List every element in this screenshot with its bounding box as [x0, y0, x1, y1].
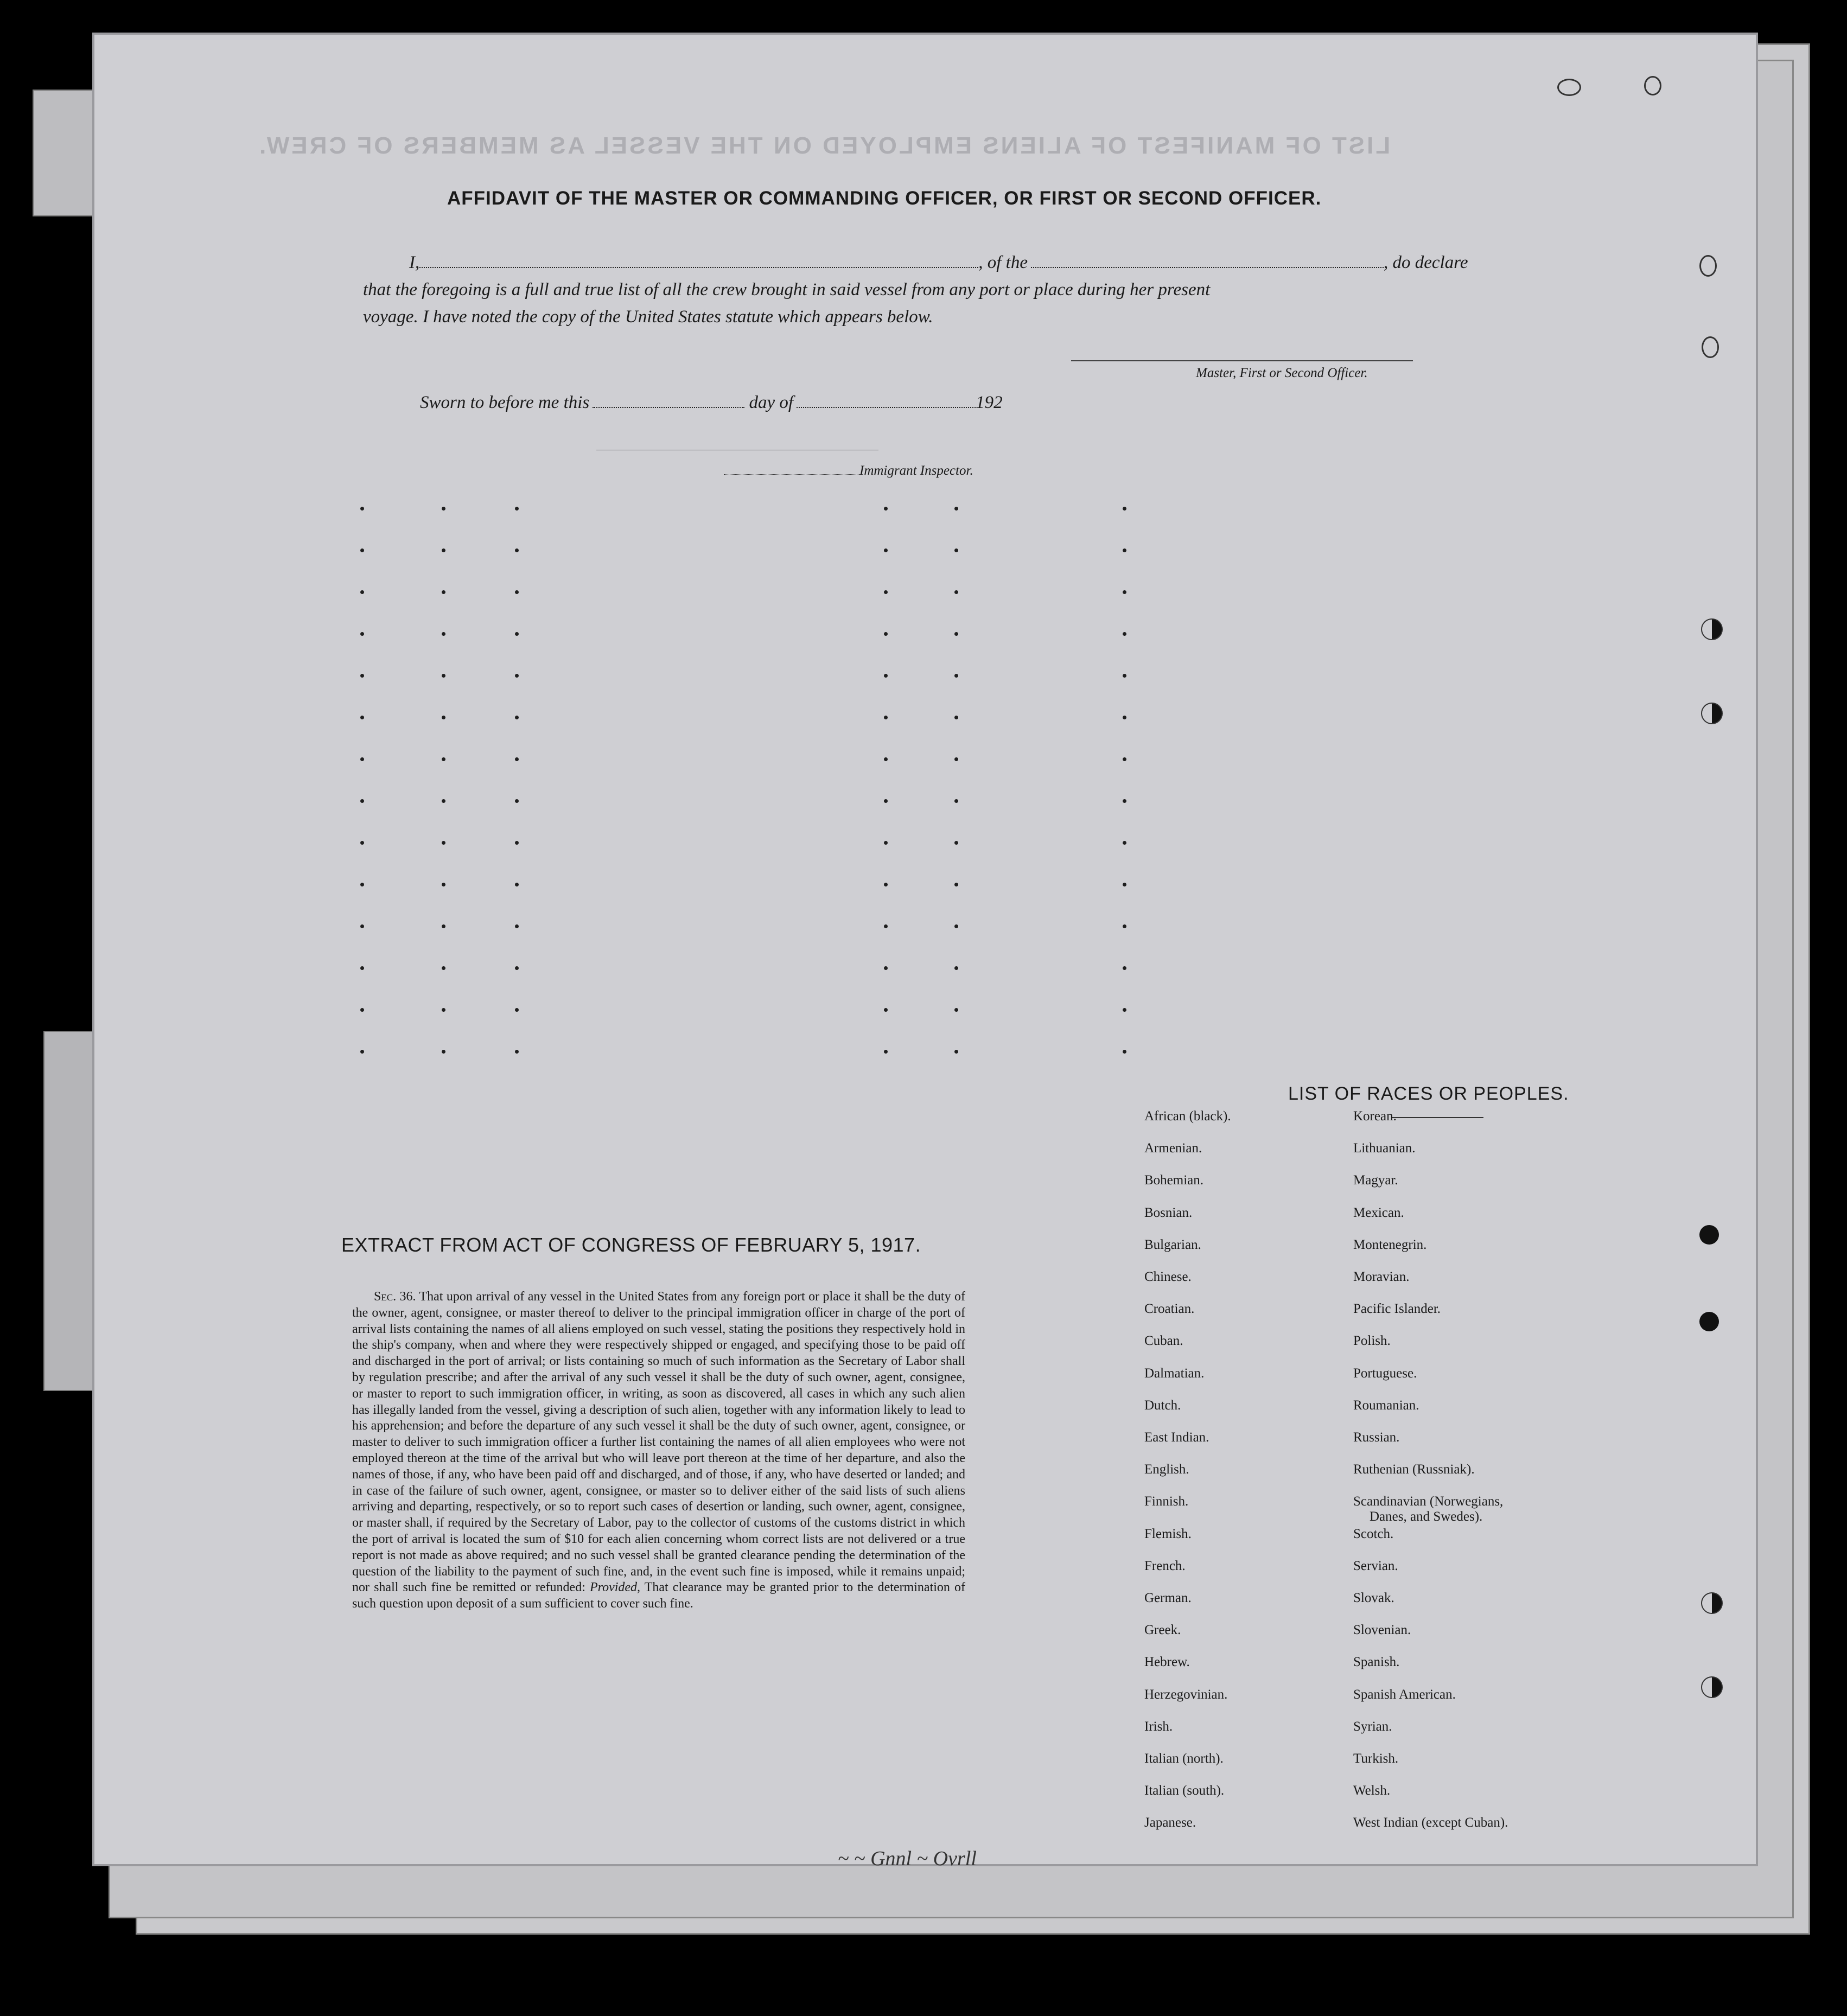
race-item: Roumanian. [1353, 1398, 1419, 1413]
column-dot [442, 1008, 445, 1012]
column-dot [515, 966, 519, 970]
column-dot [360, 716, 364, 719]
section-label: Sec. 36. [374, 1290, 416, 1304]
race-item: Cuban. [1144, 1334, 1183, 1349]
race-item: Irish. [1144, 1719, 1173, 1734]
column-dot [515, 883, 519, 886]
punch-hole [1701, 703, 1723, 724]
column-dot [884, 716, 888, 719]
column-dot [884, 507, 888, 511]
column-dot [360, 590, 364, 594]
race-item: Pacific Islander. [1353, 1302, 1441, 1317]
column-dot [954, 757, 958, 761]
race-item: Welsh. [1353, 1783, 1391, 1798]
punch-hole [1557, 79, 1581, 96]
race-item: Bosnian. [1144, 1205, 1193, 1220]
column-dot [442, 507, 445, 511]
column-dot [442, 1050, 445, 1054]
extract-text-2: That clearance may be granted prior to the determination of such question upon deposit of a sum sufficient to cover such fine. [352, 1580, 966, 1611]
sworn-label: Sworn to before me this [420, 393, 590, 412]
race-item: Montenegrin. [1353, 1237, 1427, 1252]
race-item: Portuguese. [1353, 1366, 1417, 1381]
column-dot [1123, 799, 1126, 803]
race-item: Syrian. [1353, 1719, 1392, 1734]
extract-title: EXTRACT FROM ACT OF CONGRESS OF FEBRUARY 5, 1917. [341, 1234, 921, 1256]
do-declare-label: , do declare [1383, 253, 1468, 272]
race-item: African (black). [1144, 1109, 1231, 1124]
column-dot [515, 716, 519, 719]
race-item: Dutch. [1144, 1398, 1181, 1413]
column-dot [515, 924, 519, 928]
column-dot [360, 1050, 364, 1054]
column-dot [1123, 883, 1126, 886]
column-dot [442, 757, 445, 761]
race-item: French. [1144, 1558, 1186, 1573]
column-dot [442, 590, 445, 594]
extract-body [352, 1289, 965, 1612]
column-dot [1123, 757, 1126, 761]
race-item: Spanish. [1353, 1655, 1400, 1670]
column-dot [1123, 674, 1126, 678]
column-dot [515, 590, 519, 594]
column-dot [515, 632, 519, 636]
column-dot [442, 548, 445, 552]
race-item: Bohemian. [1144, 1173, 1204, 1188]
column-dot [884, 841, 888, 845]
column-dot [1123, 632, 1126, 636]
bleed-through-header: LIST OF MANIFEST OF ALIENS EMPLOYED ON THE VESSEL AS MEMBERS OF CREW. [257, 132, 1391, 159]
column-dot [515, 674, 519, 678]
column-dot [954, 1008, 958, 1012]
column-dot [954, 632, 958, 636]
punch-hole [1699, 1225, 1719, 1245]
column-dot [442, 966, 445, 970]
column-dot [360, 799, 364, 803]
race-item: Turkish. [1353, 1751, 1399, 1766]
column-dot [515, 1050, 519, 1054]
race-item: German. [1144, 1591, 1192, 1605]
column-dot [360, 883, 364, 886]
race-item: Chinese. [1144, 1269, 1192, 1284]
column-dot [954, 1050, 958, 1054]
affidavit-title: AFFIDAVIT OF THE MASTER OR COMMANDING OFFICER, OR FIRST OR SECOND OFFICER. [447, 188, 1322, 209]
punch-hole [1699, 1312, 1719, 1331]
column-dot [515, 799, 519, 803]
punch-hole [1644, 76, 1661, 95]
column-dot [884, 799, 888, 803]
race-item: Lithuanian. [1353, 1141, 1416, 1156]
column-dot [442, 632, 445, 636]
punch-hole [1701, 618, 1723, 640]
punch-hole [1701, 1592, 1723, 1614]
column-dot [884, 1008, 888, 1012]
column-dot [954, 548, 958, 552]
column-dot [954, 674, 958, 678]
column-dot [515, 841, 519, 845]
column-dot [884, 674, 888, 678]
column-dot [884, 590, 888, 594]
race-item: English. [1144, 1462, 1189, 1477]
race-item: Spanish American. [1353, 1687, 1456, 1702]
column-dot [1123, 1050, 1126, 1054]
column-dot [884, 883, 888, 886]
race-item: Ruthenian (Russniak). [1353, 1462, 1475, 1477]
race-item: Italian (south). [1144, 1783, 1225, 1798]
punch-hole [1702, 336, 1719, 358]
race-item: Italian (north). [1144, 1751, 1224, 1766]
race-item: West Indian (except Cuban). [1353, 1815, 1508, 1830]
race-item: Dalmatian. [1144, 1366, 1205, 1381]
column-dot [442, 674, 445, 678]
column-dot [360, 924, 364, 928]
day-of-label: day of [749, 393, 794, 412]
master-signature-caption: Master, First or Second Officer. [1196, 366, 1368, 380]
race-item: Armenian. [1144, 1141, 1202, 1156]
provided-word: Provided, [589, 1580, 641, 1595]
race-item: Bulgarian. [1144, 1237, 1201, 1252]
column-dot [1123, 548, 1126, 552]
punch-hole [1699, 255, 1717, 277]
race-item: Magyar. [1353, 1173, 1398, 1188]
race-item: Russian. [1353, 1430, 1400, 1445]
race-item: Scandinavian (Norwegians, Danes, and Swedes). [1353, 1494, 1504, 1524]
column-dot [442, 883, 445, 886]
race-item: Greek. [1144, 1623, 1181, 1638]
column-dot [954, 841, 958, 845]
of-the-label: , of the [978, 253, 1028, 272]
column-dot [360, 674, 364, 678]
column-dot [442, 841, 445, 845]
column-dot [1123, 924, 1126, 928]
column-dot [442, 924, 445, 928]
race-item: Japanese. [1144, 1815, 1196, 1830]
column-dot [360, 757, 364, 761]
declaration-line-2: that the foregoing is a full and true list of all the crew brought in said vessel from any port or place during her present [363, 280, 1211, 299]
extract-text-1: That upon arrival of any vessel in the United States from any foreign port or place it shall be the duty of the owner, agent, consignee, or master thereof to deliver to the principal immigration officer in charge of the port of arrival lists containing the names of all aliens employed on such vessel, stating the positions they respectively hold in the ship's company, when and where they were respectively shipped or engaged, and specifying those to be paid off and discharged in the port of arrival; or lists containing so much of such information as the Secretary of Labor shall by regulation prescribe; and after the arrival of any such vessel it shall be the duty of such owner, agent, consignee, or master to report to such immigration officer, in writing, as soon as discovered, all cases in which any such alien has illegally landed from the vessel, giving a description of such alien, together with any information likely to lead to his apprehension; and before the departure of any such vessel it shall be the duty of such owner, agent, consignee, or master to deliver to such immigration officer a further list containing the names of all alien employees who were not employed thereon at the time of the arrival but who will leave port thereon at the time of her departure, and also the names of those, if any, who have been paid off and discharged, and of those, if any, who have deserted or landed; and in case of the failure of such owner, agent, consignee, or master so to deliver either of the said lists of such aliens arriving and departing, respectively, or so to report such cases of desertion or landing, such owner, agent, consignee, or master shall, if required by the Secretary of Labor, pay to the collector of customs of the customs district in which the port of arrival is located the sum of $10 for each alien concerning whom correct lists are not delivered or a true report is not made as above required; and no such vessel shall be granted clearance pending the determination of the question of the liability to the payment of such fine, and, in the event such fine is imposed, while it remains unpaid; nor shall such fine be remitted or refunded: [352, 1290, 965, 1595]
column-dot [1123, 716, 1126, 719]
column-dot [360, 507, 364, 511]
race-item: Servian. [1353, 1558, 1398, 1573]
column-dot [954, 716, 958, 719]
race-item: Polish. [1353, 1334, 1391, 1349]
inspector-caption [724, 463, 973, 479]
column-dot [1123, 841, 1126, 845]
column-dot [515, 1008, 519, 1012]
column-dot [884, 966, 888, 970]
race-item: East Indian. [1144, 1430, 1209, 1445]
column-dot [442, 799, 445, 803]
column-dot [954, 966, 958, 970]
race-item: Scotch. [1353, 1526, 1394, 1541]
column-dot [954, 507, 958, 511]
column-dot [515, 548, 519, 552]
column-dot [360, 966, 364, 970]
column-dot [884, 924, 888, 928]
column-dot [954, 883, 958, 886]
race-item: Croatian. [1144, 1302, 1195, 1317]
declaration-line-3: voyage. I have noted the copy of the United States statute which appears below. [363, 307, 933, 327]
column-dot [360, 1008, 364, 1012]
column-dot [1123, 507, 1126, 511]
race-item: Korean. [1353, 1109, 1397, 1124]
column-dot [360, 548, 364, 552]
race-item: Slovenian. [1353, 1623, 1411, 1638]
column-dot [515, 507, 519, 511]
column-dot [954, 924, 958, 928]
races-title-rule [1391, 1117, 1483, 1118]
column-dot [884, 548, 888, 552]
declaration-line-1 [409, 253, 1468, 273]
column-dot [1123, 590, 1126, 594]
sworn-line [420, 393, 1003, 413]
column-dot [1123, 1008, 1126, 1012]
i-label: I, [409, 253, 420, 272]
bottom-handwriting: ~ ~ Gnnl ~ Ovrll [838, 1847, 977, 1870]
column-dot [515, 757, 519, 761]
inspector-caption-text: Immigrant Inspector. [859, 463, 973, 478]
column-dot [884, 1050, 888, 1054]
column-dot [884, 632, 888, 636]
column-dot [954, 799, 958, 803]
race-item: Moravian. [1353, 1269, 1410, 1284]
column-dot [884, 757, 888, 761]
column-dot [360, 841, 364, 845]
year-label: 192 [976, 393, 1003, 412]
punch-hole [1701, 1676, 1723, 1698]
column-dot [442, 716, 445, 719]
column-dot [360, 632, 364, 636]
race-item: Flemish. [1144, 1526, 1192, 1541]
column-dot [954, 590, 958, 594]
races-title: LIST OF RACES OR PEOPLES. [1288, 1083, 1569, 1104]
race-item: Herzegovinian. [1144, 1687, 1228, 1702]
race-item: Finnish. [1144, 1494, 1189, 1509]
master-signature-line [1071, 360, 1413, 361]
race-item: Mexican. [1353, 1205, 1404, 1220]
manifest-page [92, 33, 1758, 1870]
race-item: Slovak. [1353, 1591, 1394, 1605]
race-item: Hebrew. [1144, 1655, 1190, 1670]
column-dot [1123, 966, 1126, 970]
